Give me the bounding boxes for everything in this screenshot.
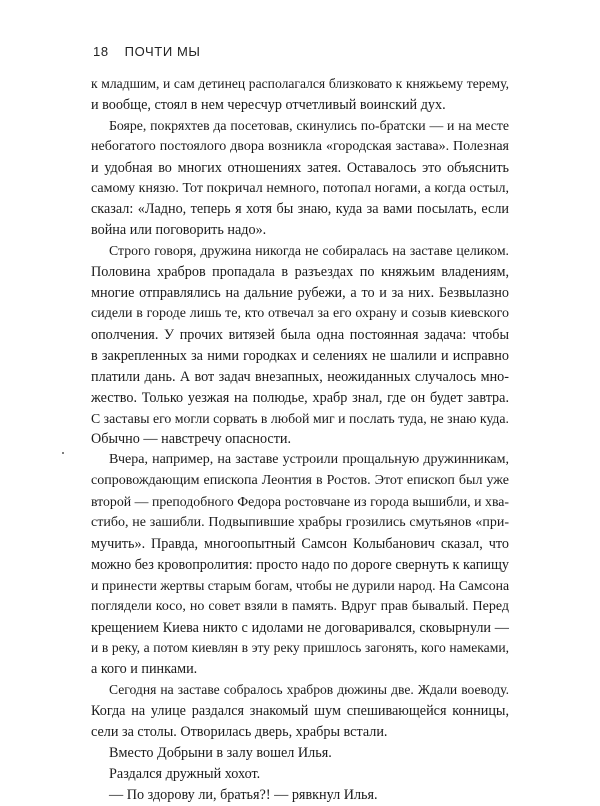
text-line: платили дань. А вот задач внезапных, неожиданных случалось мно- — [91, 368, 509, 385]
paragraph — [91, 764, 509, 785]
paragraph — [91, 74, 509, 116]
paragraph — [91, 743, 509, 764]
text-line: Когда на улице раздался знакомый шум спешивающейся конницы, — [91, 703, 509, 720]
text-line: к младшим, и сам детинец располагался близковато к княжьему терему, — [91, 76, 509, 91]
text-line: Вчера, например, на заставе устроили прощальную дружинникам, — [109, 452, 509, 468]
paragraph — [91, 785, 509, 806]
text-line: самому князю. Тот покричал немного, потопал ногами, а когда остыл, — [91, 180, 509, 196]
running-title: ПОЧТИ МЫ — [124, 44, 201, 59]
running-head — [93, 44, 201, 59]
margin-dot — [62, 452, 64, 454]
text-line: многие отправлялись на дальние рубежи, а то и за них. Безвылазно — [91, 285, 509, 302]
text-line: жество. Только уезжая на полюдье, храбр знал, где он будет завтра. — [91, 389, 509, 406]
text-line: Вместо Добрыни в залу вошел Илья. — [109, 745, 332, 761]
text-line: второй — преподобного Федора ростовчане из города вышибли, и хва- — [91, 494, 509, 510]
text-line: С заставы его могли сорвать в любой миг и послать туда, не знаю куда. — [91, 410, 509, 426]
text-line: можно без кровопролития: просто надо по дороге свернуть к капищу — [91, 556, 509, 573]
text-line: Сегодня на заставе собралось храбров дюжины две. Ждали воеводу. — [109, 682, 509, 698]
page-number: 18 — [93, 44, 109, 59]
text-line: в закрепленных за ними городках и селениях не шалили и исправно — [91, 347, 509, 364]
text-line: а кого и пинками. — [91, 661, 198, 678]
text-line: Обычно — навстречу опасности. — [91, 431, 292, 448]
text-line: и в реку, а потом киевлян в эту реку пришлось загонять, кого намеками, — [91, 640, 509, 656]
text-line: стибо, не зашибли. Подвыпившие храбры грозились смутьянов «при- — [91, 515, 509, 531]
text-line: поглядели косо, но совет взяли в память. Вдруг прав бывалый. Перед — [91, 598, 509, 614]
text-line: Раздался дружный хохот. — [109, 765, 261, 782]
paragraph — [91, 116, 509, 241]
text-line: сидели в городе лишь те, кто отвечал за его охрану и созыв киевского — [91, 305, 509, 321]
paragraph — [91, 680, 509, 743]
text-line: и вообще, стоял в нем чересчур отчетливый воинский дух. — [91, 96, 446, 113]
text-line: ополчения. У прочих витязей была одна постоянная задача: чтобы — [91, 326, 509, 343]
text-line: Строго говоря, дружина никогда не собиралась на заставе целиком. — [109, 243, 509, 259]
text-line: мучить». Правда, многоопытный Самсон Колыбанович сказал, что — [91, 535, 509, 552]
paragraph — [91, 241, 509, 450]
text-line: крещением Киева никто с идолами не договаривался, сковырнули — — [91, 619, 509, 636]
text-line: сказал: «Ладно, теперь я хотя бы знаю, куда за вами посылать, если — [91, 201, 509, 218]
text-line: и удобная во многих отношениях затея. Оставалось это объяснить — [91, 159, 509, 176]
text-line: небогатого постоялого двора возникла «городская застава». Полезная — [91, 138, 509, 154]
body-text — [91, 74, 509, 806]
text-line: сопровождающим епископа Леонтия в Ростов. Этот епископ был уже — [91, 473, 509, 489]
text-line: и принести жертвы старым богам, чтобы не дурили народ. На Самсона — [91, 577, 510, 593]
text-line: Бояре, покряхтев да посетовав, скинулись по-братски — и на месте — [109, 117, 509, 133]
paragraph — [91, 450, 509, 680]
text-line: сели за столы. Отворилась дверь, храбры встали. — [91, 724, 388, 741]
text-line: война или поговорить надо». — [91, 222, 267, 239]
text-line: Половина храбров пропадала в разъездах по княжьим владениям, — [91, 264, 509, 281]
text-line: — По здорову ли, братья?! — рявкнул Илья. — [109, 786, 378, 803]
